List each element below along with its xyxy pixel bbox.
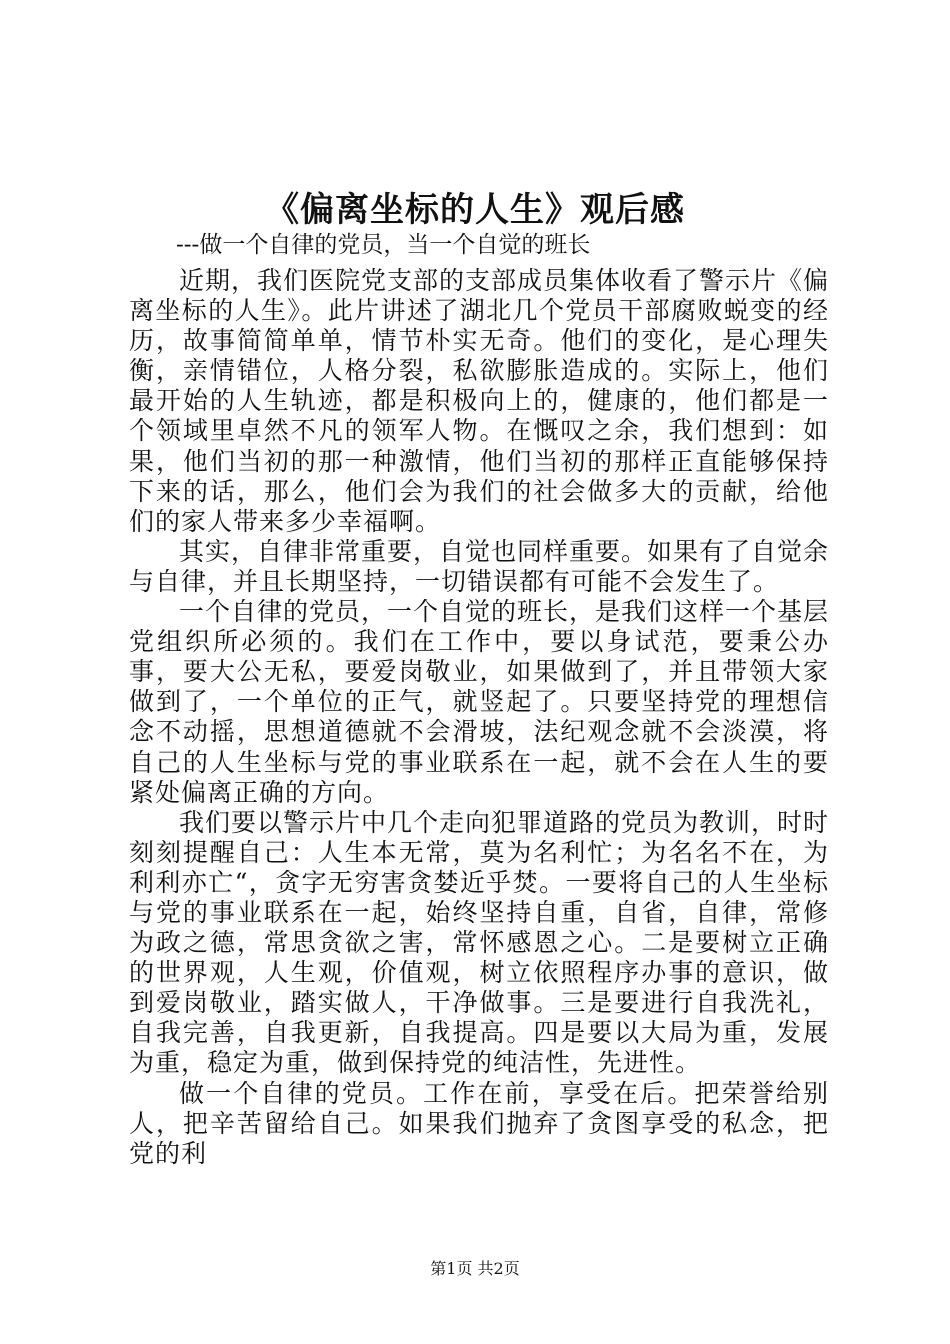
document-body	[129, 266, 829, 1169]
page-footer: 第1页 共2页	[430, 1259, 520, 1278]
body-paragraph: 近期，我们医院党支部的支部成员集体收看了警示片《偏离坐标的人生》。此片讲述了湖北几个党员干部腐败蜕变的经历，故事简简单单，情节朴实无奇。他们的变化，是心理失衡，亲情错位，人格分裂，私欲膨胀造成的。实际上，他们最开始的人生轨迹，都是积极向上的，健康的，他们都是一个领域里卓然不凡的领军人物。在慨叹之余，我们想到：如果，他们当初的那一种激情，他们当初的那样正直能够保持下来的话，那么，他们会为我们的社会做多大的贡献，给他们的家人带来多少幸福啊。	[129, 266, 830, 536]
body-paragraph: 一个自律的党员，一个自觉的班长，是我们这样一个基层党组织所必须的。我们在工作中，要以身试范，要秉公办事，要大公无私，要爱岗敬业，如果做到了，并且带领大家做到了，一个单位的正气，就竖起了。只要坚持党的理想信念不动摇，思想道德就不会滑坡，法纪观念就不会淡漠，将自己的人生坐标与党的事业联系在一起，就不会在人生的要紧处偏离正确的方向。	[129, 597, 830, 807]
document-subtitle: ---做一个自律的党员，当一个自觉的班长	[176, 232, 591, 258]
body-paragraph: 做一个自律的党员。工作在前，享受在后。把荣誉给别人，把辛苦留给自己。如果我们抛弃了贪图享受的私念，把党的利	[129, 1078, 829, 1168]
body-paragraph: 我们要以警示片中几个走向犯罪道路的党员为教训，时时刻刻提醒自己：人生本无常，莫为名利忙；为名名不在，为利利亦亡“，贪字无穷害贪婪近乎焚。一要将自己的人生坐标与党的事业联系在一起，始终坚持自重，自省，自律，常修为政之德，常思贪欲之害，常怀感恩之心。二是要树立正确的世界观，人生观，价值观，树立依照程序办事的意识，做到爱岗敬业，踏实做人，干净做事。三是要进行自我洗礼，自我完善，自我更新，自我提高。四是要以大局为重，发展为重，稳定为重，做到保持党的纯洁性，先进性。	[129, 807, 830, 1078]
document-title: 《偏离坐标的人生》观后感	[265, 190, 685, 230]
body-paragraph: 其实，自律非常重要，自觉也同样重要。如果有了自觉余与自律，并且长期坚持，一切错误都有可能不会发生了。	[129, 536, 830, 596]
